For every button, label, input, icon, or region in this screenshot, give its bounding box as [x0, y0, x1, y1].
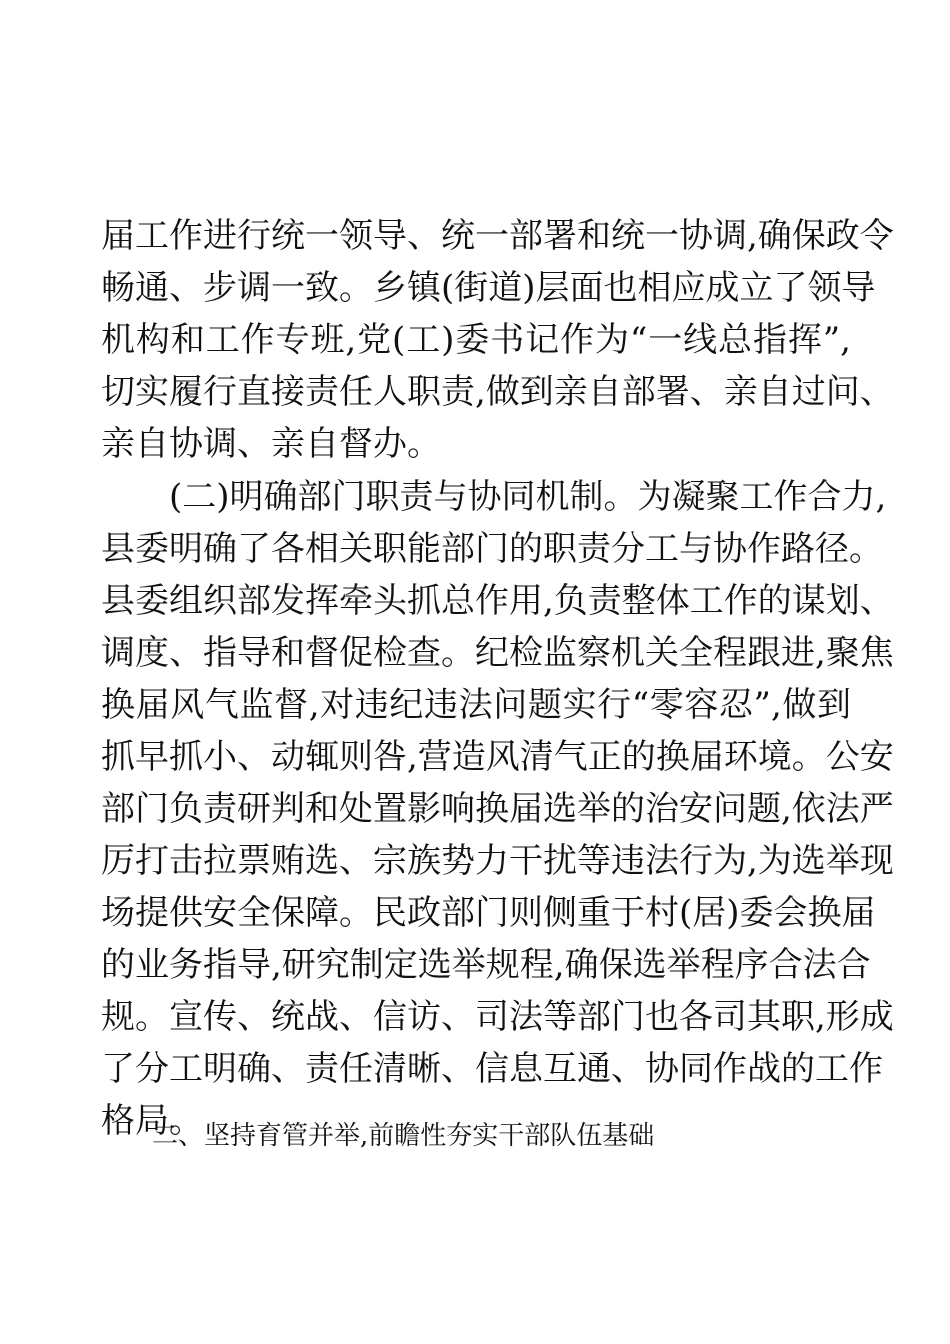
- text-line: 调度、指导和督促检查。纪检监察机关全程跟进,聚焦: [101, 633, 894, 673]
- text-line: 厉打击拉票贿选、宗族势力干扰等违法行为,为选举现: [101, 841, 894, 881]
- text-line: 换届风气监督,对违纪违法问题实行“零容忍”,做到: [101, 685, 851, 725]
- text-line: 机构和工作专班,党(工)委书记作为“一线总指挥”,: [101, 320, 851, 360]
- text-line: 了分工明确、责任清晰、信息互通、协同作战的工作: [101, 1049, 883, 1089]
- text-line: 届工作进行统一领导、统一部署和统一协调,确保政令: [101, 216, 894, 256]
- text-line: 县委组织部发挥牵头抓总作用,负责整体工作的谋划、: [101, 581, 894, 621]
- text-line: 畅通、步调一致。乡镇(街道)层面也相应成立了领导: [101, 268, 876, 308]
- text-line: 规。宣传、统战、信访、司法等部门也各司其职,形成: [101, 997, 894, 1037]
- text-line: 切实履行直接责任人职责,做到亲自部署、亲自过问、: [101, 372, 894, 412]
- text-line: 的业务指导,研究制定选举规程,确保选举程序合法合: [101, 945, 871, 985]
- text-line: 场提供安全保障。民政部门则侧重于村(居)委会换届: [101, 893, 876, 933]
- text-line: 部门负责研判和处置影响换届选举的治安问题,依法严: [101, 789, 894, 829]
- section-heading: 二、坚持育管并举,前瞻性夯实干部队伍基础: [152, 1121, 655, 1151]
- text-line: 县委明确了各相关职能部门的职责分工与协作路径。: [101, 529, 883, 569]
- text-line: 亲自协调、亲自督办。: [101, 424, 441, 464]
- text-line: 格局。: [101, 1101, 203, 1141]
- text-line: 抓早抓小、动辄则咎,营造风清气正的换届环境。公安: [101, 737, 894, 777]
- text-line: (二)明确部门职责与协同机制。为凝聚工作合力,: [169, 477, 887, 517]
